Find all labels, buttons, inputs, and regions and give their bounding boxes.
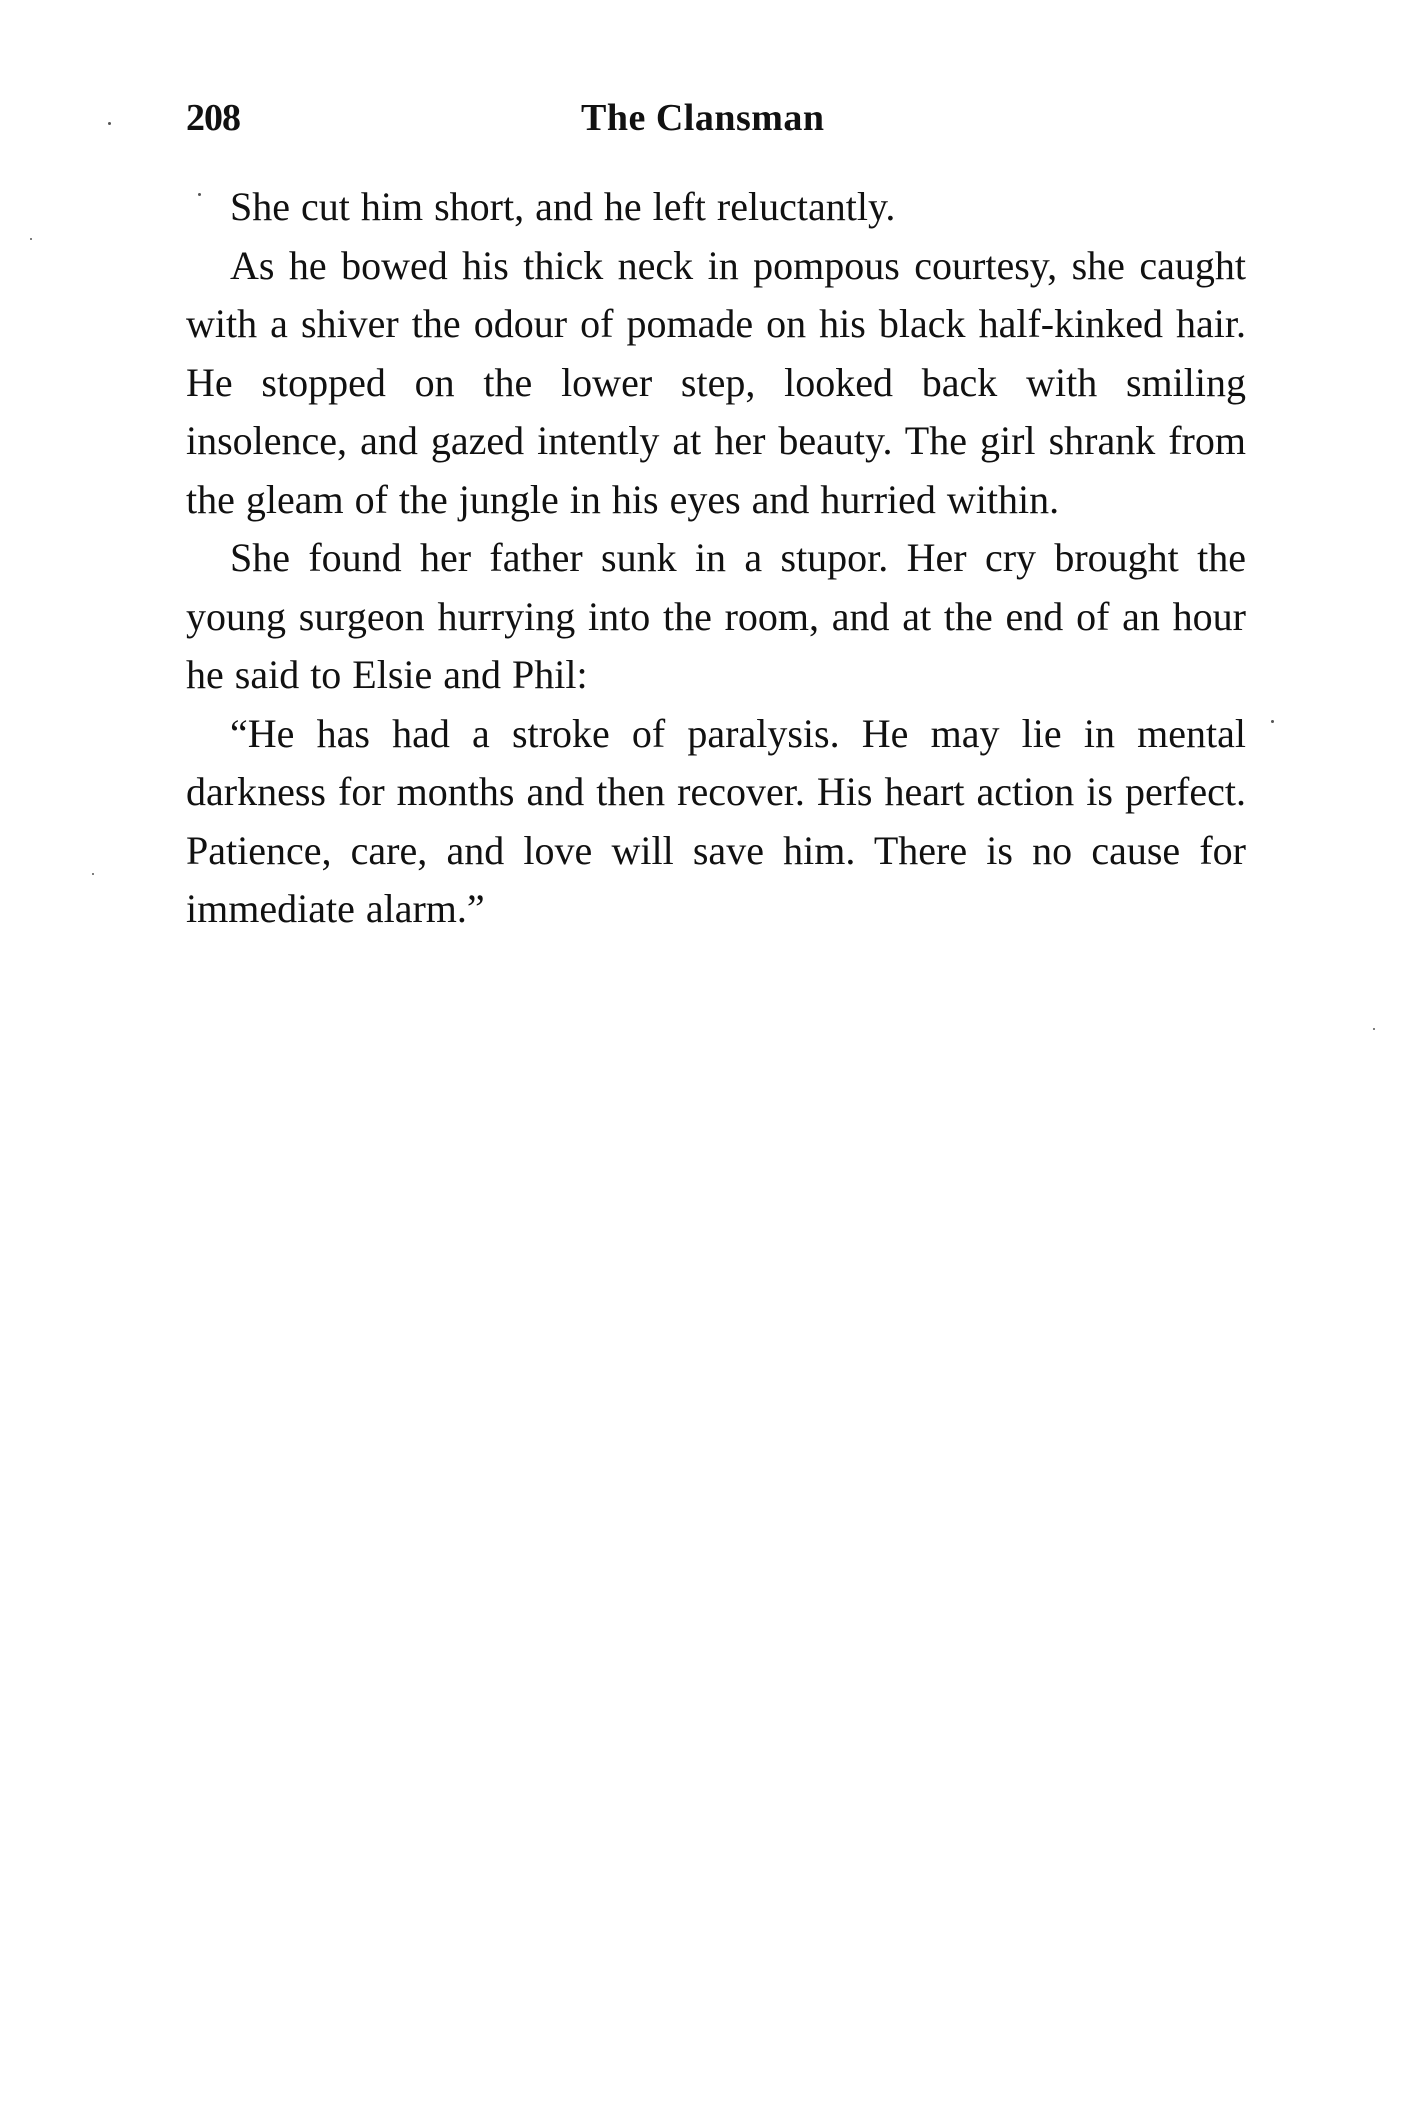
running-head (186, 96, 1246, 156)
page-number: 208 (186, 97, 240, 139)
scan-speck (108, 122, 111, 125)
paragraph: She cut him short, and he left reluctantly. (230, 184, 896, 229)
scan-speck (92, 873, 94, 875)
paragraph: As he bowed his thick neck in pompous courtesy, she caught with a shiver the odour of pomade on his black half-kinked hair. He stopped on the lower step, looked back with smiling insolence, and gazed intently at her beauty. The girl shrank from the gleam of the jungle in his eyes and hurried within. (186, 242, 1246, 522)
paragraph: “He has had a stroke of paralysis. He may lie in mental darkness for months and then recover. His heart action is perfect. Patience, care, and love will save him. There is no cause for immediate alarm.” (186, 710, 1246, 931)
paragraph: She found her father sunk in a stupor. Her cry brought the young surgeon hurrying into the room, and at the end of an hour he said to Elsie and Phil: (186, 535, 1246, 697)
scan-speck (1373, 1028, 1375, 1030)
body-text (186, 178, 1246, 939)
scan-speck (1271, 720, 1274, 723)
scan-speck (30, 238, 32, 240)
running-title: The Clansman (581, 97, 825, 139)
scan-speck (198, 193, 201, 196)
